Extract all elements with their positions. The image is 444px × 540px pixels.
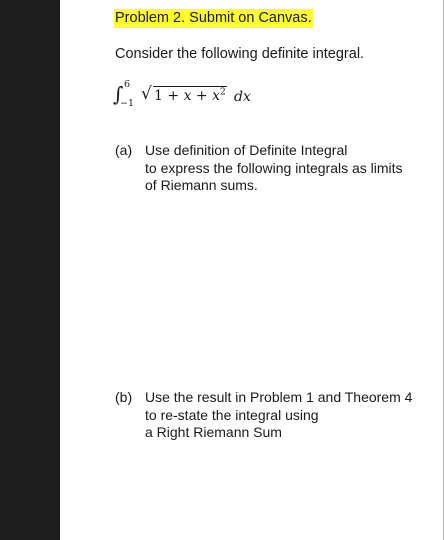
part-b-line: a Right Riemann Sum (145, 424, 282, 440)
part-a-text (145, 142, 444, 195)
part-a-line: of Riemann sums. (145, 177, 258, 193)
left-dark-sidebar (0, 0, 60, 540)
radicand-exponent: 2 (220, 87, 226, 98)
part-a-label: (a) (115, 142, 133, 158)
document-page (60, 0, 443, 540)
radicand-x-term: x (183, 88, 192, 104)
radicand-constant: 1 (154, 88, 163, 104)
part-a-line: to express the following integrals as limits (145, 159, 403, 176)
radicand-x-squared-base: x (212, 88, 221, 104)
part-b-line: to re-state the integral using (145, 406, 319, 423)
definite-integral-expression (113, 80, 313, 114)
problem-title-highlighted: Problem 2. Submit on Canvas. (115, 10, 312, 26)
problem-intro-text: Consider the following definite integral. (115, 46, 365, 62)
integral-upper-limit: 6 (124, 79, 131, 90)
integral-sign: ∫ (113, 82, 124, 106)
integral-lower-limit: −1 (120, 98, 135, 109)
square-root-sign: √ (141, 84, 152, 104)
radicand-plus-2: + (191, 88, 213, 104)
part-b-label: (b) (115, 389, 133, 405)
integrand-radicand (153, 86, 227, 105)
integral-differential: dx (234, 89, 251, 105)
part-b-text (145, 389, 444, 442)
radicand-plus-1: + (162, 88, 184, 104)
part-a-line: Use definition of Definite Integral (145, 142, 348, 158)
part-b-line: Use the result in Problem 1 and Theorem 4 (145, 389, 413, 405)
